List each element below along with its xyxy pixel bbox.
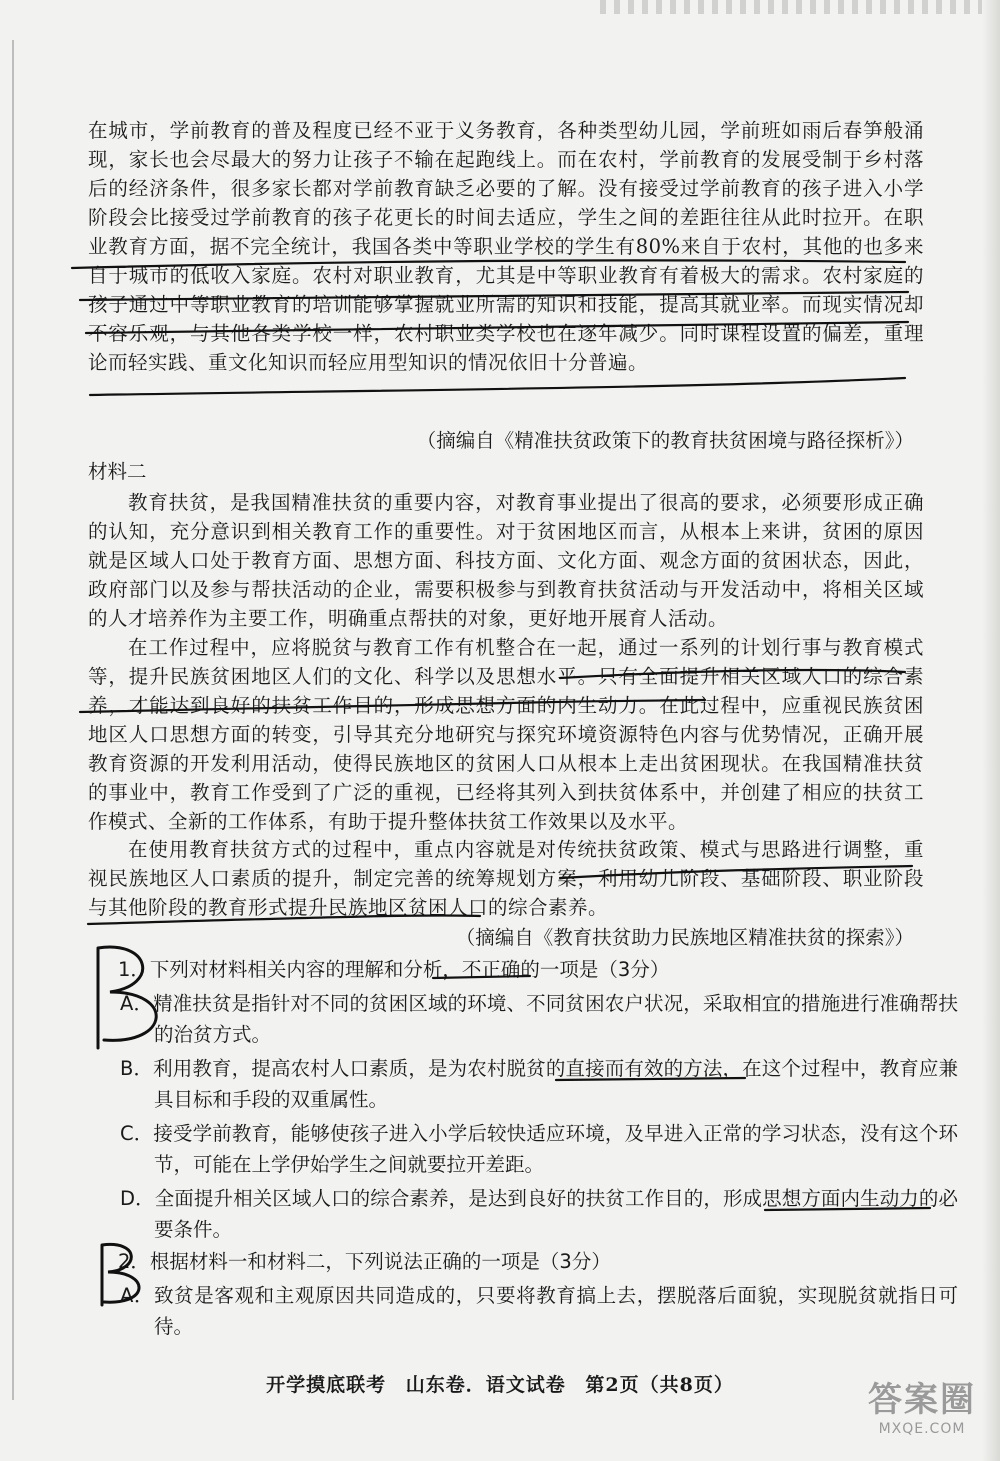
material2-paragraph-3: 在使用教育扶贫方式的过程中，重点内容就是对传统扶贫政策、模式与思路进行调整，重视民族地区人口素质的提升，制定完善的统筹规划方案，利用幼儿阶段、基础阶段、职业阶段与其他阶段的教育形式提升民族地区贫困人口的综合素养。: [88, 838, 924, 919]
question-1-option-d: D．全面提升相关区域人口的综合素养，是达到良好的扶贫工作目的，形成思想方面内生动力的必要条件。: [120, 1187, 958, 1241]
question-1-stem: 1．下列对材料相关内容的理解和分析，不正确的一项是（3分）: [118, 958, 670, 981]
scan-header-noise: [600, 0, 1000, 14]
page-footer: [0, 1370, 1000, 1397]
material1-source: （摘编自《精准扶贫政策下的教育扶贫困境与路径探析》）: [416, 429, 914, 452]
watermark-logo: [868, 1372, 976, 1437]
binding-line: [12, 40, 14, 1400]
material2-paragraph-2: 在工作过程中，应将脱贫与教育工作有机整合在一起，通过一系列的计划行事与教育模式等，提升民族贫困地区人们的文化、科学以及思想水平。只有全面提升相关区域人口的综合素养，才能达到良好的扶贫工作目的，形成思想方面的内生动力。在此过程中，应重视民族贫困地区人口思想方面的转变，引导其充分地研究与探究环境资源特色内容与优势情况，正确开展教育资源的开发利用活动，使得民族地区的贫困人口从根本上走出贫困现状。在我国精准扶贫的事业中，教育工作受到了广泛的重视，已经将其列入到扶贫体系中，并创建了相应的扶贫工作模式、全新的工作体系，有助于提升整体扶贫工作效果以及水平。: [88, 636, 924, 833]
material2-source: （摘编自《教育扶贫助力民族地区精准扶贫的探索》）: [455, 926, 914, 949]
pen-underline: [90, 378, 905, 395]
footer-page-number: 第2页（共8页）: [585, 1374, 734, 1396]
question-2-stem: 2．根据材料一和材料二，下列说法正确的一项是（3分）: [118, 1250, 611, 1273]
question-1-option-c: C．接受学前教育，能够使孩子进入小学后较快适应环境，及早进入正常的学习状态，没有这个环节，可能在上学伊始学生之间就要拉开差距。: [120, 1122, 958, 1176]
material2-heading: 材料二: [88, 460, 147, 483]
watermark-logo-text: 答案圈: [868, 1380, 976, 1420]
footer-paper-name: 山东卷．语文试卷: [405, 1374, 566, 1396]
question-1-option-a: A．精准扶贫是指针对不同的贫困区域的环境、不同贫困农户状况，采取相宜的措施进行准确帮扶的治贫方式。: [120, 992, 958, 1046]
question-1-option-b: B．利用教育，提高农村人口素质，是为农村脱贫的直接而有效的方法，在这个过程中，教育应兼具目标和手段的双重属性。: [120, 1057, 958, 1111]
scan-edge: [982, 0, 1000, 1461]
watermark-site: MXQE.COM: [878, 1421, 966, 1437]
material2-paragraph-1: 教育扶贫，是我国精准扶贫的重要内容，对教育事业提出了很高的要求，必须要形成正确的认知，充分意识到相关教育工作的重要性。对于贫困地区而言，从根本上来讲，贫困的原因就是区域人口处于教育方面、思想方面、科技方面、文化方面、观念方面的贫困状态，因此，政府部门以及参与帮扶活动的企业，需要积极参与到教育扶贫活动与开发活动中，将相关区域的人才培养作为主要工作，明确重点帮扶的对象，更好地开展育人活动。: [88, 491, 924, 630]
question-2-option-a: A．致贫是客观和主观原因共同造成的，只要将教育搞上去，摆脱落后面貌，实现脱贫就指日可待。: [120, 1284, 958, 1338]
footer-exam-name: 开学摸底联考: [266, 1374, 387, 1396]
material1-text: 在城市，学前教育的普及程度已经不亚于义务教育，各种类型幼儿园，学前班如雨后春笋般涌现，家长也会尽最大的努力让孩子不输在起跑线上。而在农村，学前教育的发展受制于乡村落后的经济条件，很多家长都对学前教育缺乏必要的了解。没有接受过学前教育的孩子进入小学阶段会比接受过学前教育的孩子花更长的时间去适应，学生之间的差距往往从此时拉开。在职业教育方面，据不完全统计，我国各类中等职业学校的学生有80%来自于农村，其他的也多来自于城市的低收入家庭。农村对职业教育，尤其是中等职业教育有着极大的需求。农村家庭的孩子通过中等职业教育的培训能够掌握就业所需的知识和技能，提高其就业率。而现实情况却不容乐观，与其他各类学校一样，农村职业类学校也在逐年减少。同时课程设置的偏差，重理论而轻实践、重文化知识而轻应用型知识的情况依旧十分普遍。: [88, 119, 924, 374]
